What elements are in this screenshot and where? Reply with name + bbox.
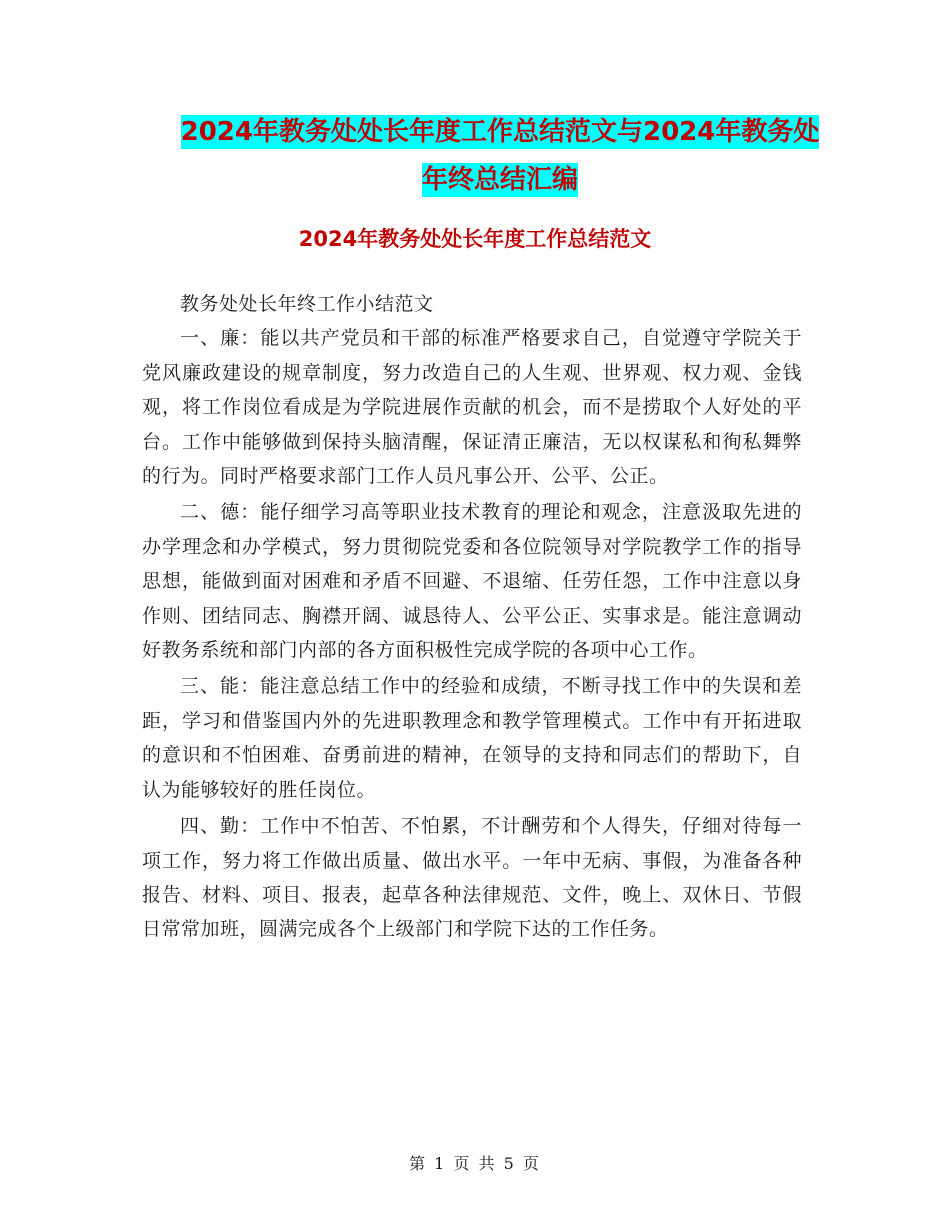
paragraph-subtitle: 教务处处长年终工作小结范文 [180,293,434,315]
page-footer: 第 1 页 共 5 页 [409,1154,541,1173]
paragraph-morality: 二、德：能仔细学习高等职业技术教育的理论和观念，注意汲取先进的办学理念和办学模式，努力贯彻院党委和各位院领导对学院教学工作的指导思想，能做到面对困难和矛盾不回避、不退缩、任劳任怨，工作中注意以身作则、团结同志、胸襟开阔、诚恳待人、公平公正、实事求是。能注意调动好教务系统和部门内部的各方面积极性完成学院的各项中心工作。 [142,501,802,662]
document-title [130,108,870,204]
document-body [142,287,802,947]
paragraph-diligence: 四、勤：工作中不怕苦、不怕累，不计酬劳和个人得失，仔细对待每一项工作，努力将工作做出质量、做出水平。一年中无病、事假，为准备各种报告、材料、项目、报表，起草各种法律规范、文件，晚上、双休日、节假日常常加班，圆满完成各个上级部门和学院下达的工作任务。 [142,815,802,941]
document-title-line-1: 2024年教务处处长年度工作总结范文与2024年教务处 [180,117,820,147]
paragraph-integrity: 一、廉：能以共产党员和干部的标准严格要求自己，自觉遵守学院关于党风廉政建设的规章制度，努力改造自己的人生观、世界观、权力观、金钱观，将工作岗位看成是为学院进展作贡献的机会，而不是捞取个人好处的平台。工作中能够做到保持头脑清醒，保证清正廉洁，无以权谋私和徇私舞弊的行为。同时严格要求部门工作人员凡事公开、公平、公正。 [142,327,802,488]
section-title: 2024年教务处处长年度工作总结范文 [298,227,652,251]
paragraph-ability: 三、能：能注意总结工作中的经验和成绩，不断寻找工作中的失误和差距，学习和借鉴国内外的先进职教理念和教学管理模式。工作中有开拓进取的意识和不怕困难、奋勇前进的精神，在领导的支持和同志们的帮助下，自认为能够较好的胜任岗位。 [142,675,802,801]
document-title-line-2: 年终总结汇编 [421,165,578,195]
